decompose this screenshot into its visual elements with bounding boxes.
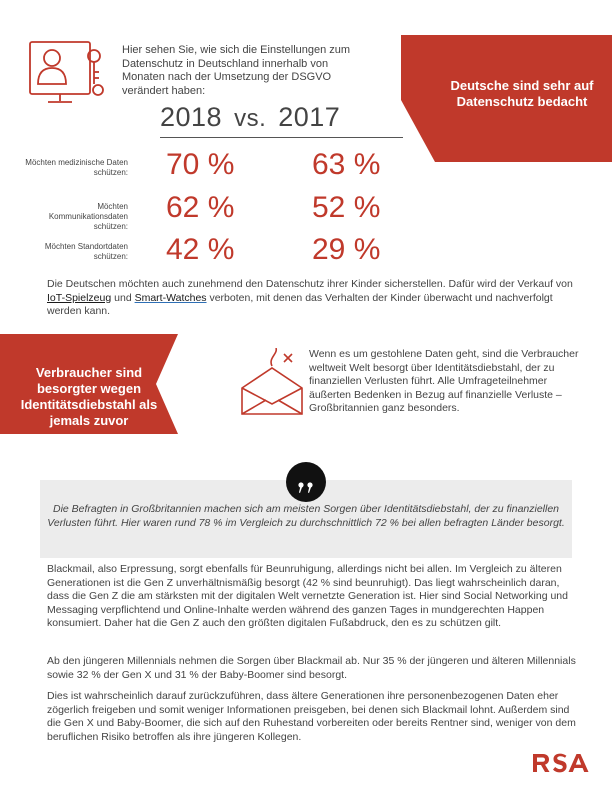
quote-mark-icon bbox=[286, 462, 326, 502]
paragraph-blackmail: Blackmail, also Erpressung, sorgt ebenfalls für Beunruhigung, allerdings nicht bei allen. Im Vergleich zu älteren Generationen ist die Gen Z unverhältnismäßig besorgt (42 % sind beunruhigt). Das liegt wahrscheinlich daran, dass die Gen Z die am stärksten mit der digitalen Welt vernetzte Generation ist. Hier sind Social Networking und Messaging verpflichtend und Online-Inhalte werden während des ganzen Tages in mundgerechten Happen konsumiert. Daher hat die Gen Z auch den größten digitalen Fußabdruck, den es zu schützen gilt. bbox=[47, 563, 568, 629]
link-iot-toys[interactable]: IoT-Spielzeug bbox=[47, 291, 112, 304]
paragraph-millennials: Ab den jüngeren Millennials nehmen die Sorgen über Blackmail ab. Nur 35 % der jüngeren und älteren Millennials sowie 32 % der Gen X und 31 % der Baby-Boomer sind besorgt. bbox=[47, 655, 576, 681]
stat-label-location: Möchten Standortdaten schützen: bbox=[44, 242, 128, 261]
paragraph-kids-part1: Die Deutschen möchten auch zunehmend den Datenschutz ihrer Kinder sicherstellen. Dafür wird der Verkauf von bbox=[47, 278, 573, 290]
stat-2017-communication: 52 % bbox=[312, 191, 381, 224]
stat-label-communication: Möchten Kommunikationsdaten schützen: bbox=[48, 202, 128, 231]
year-row bbox=[160, 102, 402, 133]
quote-text: Die Befragten in Großbritannien machen sich am meisten Sorgen über Identitätsdiebstahl, der zu finanziellen Verlusten führt. Hier waren rund 78 % im Vergleich zu durchschnittlich 72 % bei allen befragten Länder besorgt. bbox=[47, 503, 565, 529]
stat-label-medical: Möchten medizinische Daten schützen: bbox=[25, 158, 128, 177]
stat-2018-location: 42 % bbox=[166, 233, 235, 266]
paragraph-kids-part2: und bbox=[111, 291, 135, 304]
banner-mid-text: Verbraucher sind besorgter wegen Identitätsdiebstahl als jemals zuvor bbox=[20, 365, 158, 428]
paragraph-kids bbox=[47, 278, 577, 319]
rsa-logo bbox=[532, 752, 590, 774]
paragraph-kids-part3: verboten, mit denen das Verhalten der Kinder überwacht und nachverfolgt werden kann. bbox=[47, 291, 553, 317]
year-divider bbox=[160, 137, 403, 138]
person-lock-icon bbox=[22, 38, 112, 108]
paragraph-reason: Dies ist wahrscheinlich darauf zurückzuführen, dass ältere Generationen ihre personenbezogenen Daten eher zögerlich freigeben und somit weniger Informationen preisgeben, bei denen sich Blackmail lohnt. Außerdem sind die Gen X und Baby-Boomer, die sich auf den Ruhestand vorbereiten oder bereits Rentner sind, weniger von dem beruflichen Risiko betroffen als ihre jüngeren Kollegen. bbox=[47, 690, 576, 743]
stat-2018-communication: 62 % bbox=[166, 191, 235, 224]
link-smart-watches[interactable]: Smart-Watches bbox=[134, 291, 207, 304]
stat-2018-medical: 70 % bbox=[166, 148, 235, 181]
year-2018: 2018 bbox=[160, 102, 223, 132]
stat-2017-location: 29 % bbox=[312, 233, 381, 266]
envelope-alert-icon bbox=[238, 348, 306, 418]
intro-text: Hier sehen Sie, wie sich die Einstellungen zum Datenschutz in Deutschland innerhalb von Monaten nach der Umsetzung der DSGVO verändert haben: bbox=[122, 44, 351, 97]
year-vs: vs. bbox=[234, 105, 267, 132]
stat-2017-medical: 63 % bbox=[312, 148, 381, 181]
paragraph-theft: Wenn es um gestohlene Daten geht, sind die Verbraucher weltweit Welt besorgt über Identitätsdiebstahl, der zu finanziellen Verlusten führt. Alle Umfrageteilnehmer äußerten Bedenken in Bezug auf finanzielle Verluste – Großbritannien ganz besonders. bbox=[309, 348, 579, 414]
year-2017: 2017 bbox=[278, 102, 341, 132]
banner-top-text: Deutsche sind sehr auf Datenschutz bedacht bbox=[450, 78, 594, 109]
